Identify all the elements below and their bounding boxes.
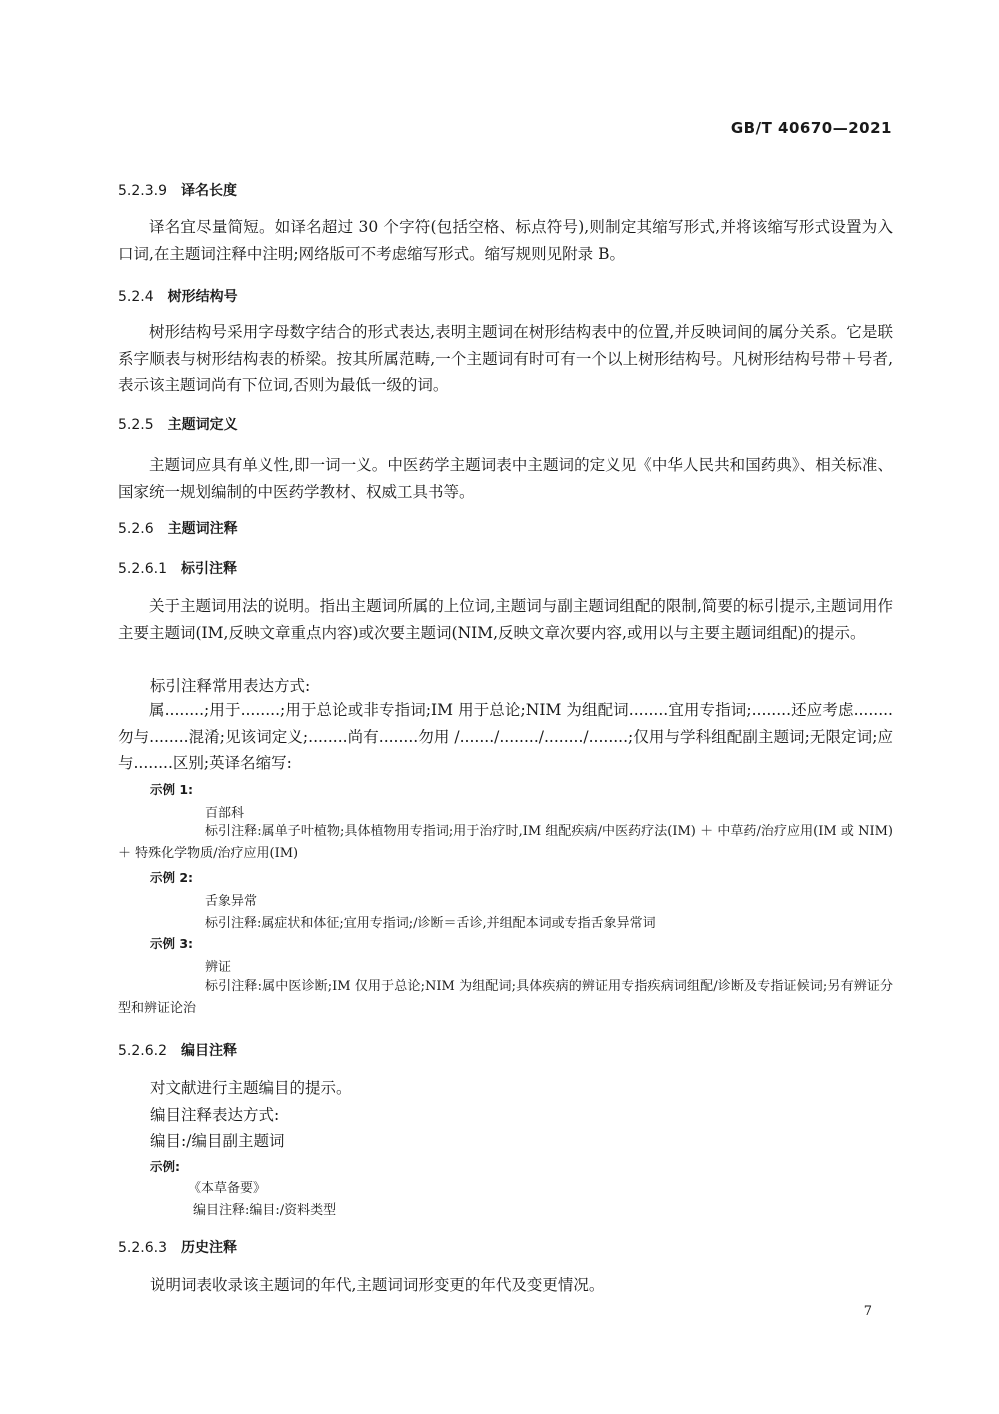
section-number: 5.2.6 bbox=[118, 521, 154, 537]
paragraph-history: 说明词表收录该主题词的年代,主题词词形变更的年代及变更情况。 bbox=[150, 1276, 605, 1294]
section-title: 标引注释 bbox=[180, 561, 237, 577]
example-label: 示例 3: bbox=[150, 936, 194, 951]
cataloging-intro: 对文献进行主题编目的提示。 bbox=[150, 1079, 352, 1097]
example-note: 编目注释:编目:/资料类型 bbox=[193, 1203, 337, 1218]
cataloging-expr-title: 编目注释表达方式: bbox=[150, 1106, 280, 1124]
section-heading-526 bbox=[118, 518, 238, 538]
section-number: 5.2.6.3 bbox=[118, 1240, 167, 1256]
paragraph-indexing-note: 关于主题词用法的说明。指出主题词所属的上位词,主题词与副主题词组配的限制,简要的标引提示,主题词用作主要主题词(IM,反映文章重点内容)或次要主题词(NIM,反映文章次要内容,或用以与主要主题词组配)的提示。 bbox=[118, 597, 893, 642]
paragraph-definition: 主题词应具有单义性,即一词一义。中医药学主题词表中主题词的定义见《中华人民共和国药典》、相关标准、国家统一规划编制的中医药学教材、权威工具书等。 bbox=[118, 456, 893, 501]
section-number: 5.2.6.2 bbox=[118, 1043, 167, 1059]
paragraph-tree-number: 树形结构号采用字母数字结合的形式表达,表明主题词在树形结构表中的位置,并反映词间的属分关系。它是联系字顺表与树形结构表的桥梁。按其所属范畴,一个主题词有时可有一个以上树形结构号。凡树形结构号带＋号者,表示该主题词尚有下位词,否则为最低一级的词。 bbox=[118, 323, 893, 394]
cataloging-expr-text: 编目:/编目副主题词 bbox=[150, 1132, 285, 1150]
section-title: 主题词定义 bbox=[167, 417, 238, 433]
example-term: 百部科 bbox=[205, 806, 245, 821]
standard-number: GB/T 40670—2021 bbox=[730, 119, 892, 137]
section-heading-525 bbox=[118, 414, 238, 434]
section-title: 主题词注释 bbox=[167, 521, 238, 537]
section-heading-524 bbox=[118, 286, 238, 306]
section-title: 译名长度 bbox=[180, 183, 237, 199]
section-heading-5239 bbox=[118, 180, 237, 200]
example-note: 标引注释:属单子叶植物;具体植物用专指词;用于治疗时,IM 组配疾病/中医药疗法(IM) ＋ 中草药/治疗应用(IM 或 NIM) ＋ 特殊化学物质/治疗应用(IM) bbox=[118, 824, 893, 861]
example-term: 《本草备要》 bbox=[188, 1181, 267, 1196]
section-title: 树形结构号 bbox=[167, 289, 238, 305]
example-term: 舌象异常 bbox=[205, 894, 258, 909]
section-number: 5.2.6.1 bbox=[118, 561, 167, 577]
example-note: 标引注释:属症状和体征;宜用专指词;/诊断＝舌诊,并组配本词或专指舌象异常词 bbox=[205, 916, 656, 931]
section-number: 5.2.5 bbox=[118, 417, 154, 433]
example-term: 辨证 bbox=[205, 960, 232, 975]
section-title: 编目注释 bbox=[180, 1043, 237, 1059]
section-number: 5.2.4 bbox=[118, 289, 154, 305]
example-label: 示例: bbox=[150, 1159, 180, 1174]
expression-title: 标引注释常用表达方式: bbox=[150, 677, 311, 695]
section-heading-5261 bbox=[118, 558, 237, 578]
example-label: 示例 2: bbox=[150, 870, 194, 885]
example-note: 标引注释:属中医诊断;IM 仅用于总论;NIM 为组配词;具体疾病的辨证用专指疾病词组配/诊断及专指证候词;另有辨证分型和辨证论治 bbox=[118, 979, 893, 1016]
expression-text: 属........;用于........;用于总论或非专指词;IM 用于总论;NIM 为组配词........宜用专指词;........还应考虑........勿与........混淆;见该词定义;........尚有........勿用 /......./......../......../........;仅用与学科组配副主题词;无限定词;应与........区别;英译名缩写: bbox=[118, 701, 893, 772]
section-heading-5262 bbox=[118, 1040, 237, 1060]
example-label: 示例 1: bbox=[150, 782, 194, 797]
page-number: 7 bbox=[863, 1304, 872, 1319]
section-number: 5.2.3.9 bbox=[118, 183, 167, 199]
paragraph-translation-length: 译名宜尽量简短。如译名超过 30 个字符(包括空格、标点符号),则制定其缩写形式,并将该缩写形式设置为入口词,在主题词注释中注明;网络版可不考虑缩写形式。缩写规则见附录 B。 bbox=[118, 218, 893, 263]
section-heading-5263 bbox=[118, 1237, 237, 1257]
section-title: 历史注释 bbox=[180, 1240, 237, 1256]
